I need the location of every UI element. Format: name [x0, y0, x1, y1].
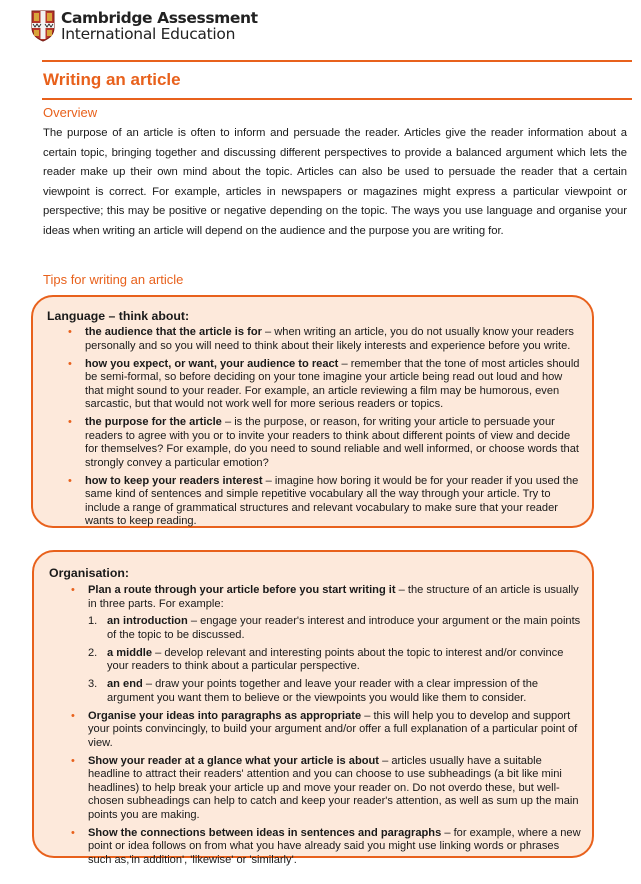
list-item — [68, 416, 582, 470]
item-text: – articles usually have a suitable headline to attract their readers' attention and you can choose to use subheadings (a bit like mini headlines) to help break your article up and move your reader on. Do not overdo these, but well-chosen subheadings can help to catch and keep your reader's attention, as well as sum up the main points you are making. — [88, 754, 579, 821]
item-text: – when writing an article, you do not usually know your readers personally and so you will need to think about their likely interests and experience before you write. — [85, 326, 574, 352]
item-title: the purpose for the article — [85, 416, 222, 428]
bullet-icon: • — [71, 584, 75, 596]
bullet-icon: • — [71, 754, 75, 767]
logo-line2: International Education — [61, 25, 236, 43]
list-item — [68, 326, 582, 353]
item-title: how you expect, or want, your audience to react — [85, 357, 339, 370]
bullet-icon: • — [71, 826, 75, 839]
list-item — [71, 826, 582, 868]
item-text: – remember that the tone of most articles should be semi-formal, so before deciding on your tone imagine your article being read out loud and how that might sound to your reader. For example, an article reviewing a film may be humorous, even sarcastic, but that would not work well for more serious readers or topics. — [85, 357, 580, 410]
list-item — [68, 357, 582, 412]
tips-heading: Tips for writing an article — [43, 272, 184, 287]
overview-paragraph: The purpose of an article is often to inform and persuade the reader. Articles give the reader information about a certain topic, bringing together and discussing different perspectives to provide a balanced argument which lets the reader make up their own mind about the topic. Articles can also be used to persuade the reader that a certain viewpoint is correct. For example, articles in newspapers or magazines might express a particular viewpoint or perspective; this may be positive or negative depending on the topic. The ways you use language and organise your ideas when writing an article will depend on the audience and the purpose you are writing for. — [43, 127, 627, 237]
bullet-icon: • — [68, 416, 72, 428]
cambridge-logo — [31, 10, 258, 42]
organisation-list — [71, 584, 582, 872]
bullet-icon: • — [68, 326, 72, 338]
item-title: an introduction — [107, 615, 188, 627]
title-bottom-rule — [42, 98, 632, 100]
logo-wordmark — [61, 10, 258, 42]
item-text: – imagine how boring it would be for your reader if you used the same kind of sentences and simple repetitive vocabulary all the way through your article. Try to include a range of grammatical structures and relevant vocabulary to make sure that your reader wants to keep reading. — [85, 474, 579, 527]
list-item — [71, 709, 582, 751]
item-number: 2. — [88, 646, 98, 659]
item-title: the audience that the article is for — [85, 326, 262, 338]
item-text: – the structure of an article is usually in three parts. For example: — [88, 584, 579, 610]
list-item — [71, 754, 582, 823]
organisation-heading: Organisation: — [49, 566, 129, 580]
item-text: – this will help you to develop and support your points convincingly, to build your argument and/or offer a full explanation of a particular point of view. — [88, 709, 578, 749]
list-item — [71, 584, 582, 705]
language-heading: Language – think about: — [47, 309, 190, 323]
list-item — [68, 474, 582, 529]
bullet-icon: • — [68, 474, 72, 487]
item-number: 1. — [88, 615, 98, 627]
item-text: – draw your points together and leave your reader with a clear impression of the argument you want them to believe or the viewpoints you would like them to consider. — [107, 678, 539, 704]
cambridge-shield-icon — [31, 10, 55, 42]
title-top-rule — [42, 60, 632, 62]
item-title: Organise your ideas into paragraphs as appropriate — [88, 709, 362, 722]
page-title: Writing an article — [43, 70, 181, 89]
item-title: an end — [107, 678, 143, 690]
item-title: Show your reader at a glance what your article is about — [88, 754, 379, 767]
item-title: a middle — [107, 646, 153, 659]
item-title: Plan a route through your article before you start writing it — [88, 584, 396, 596]
item-text: – engage your reader's interest and introduce your argument or the main points of the topic to be discussed. — [107, 615, 581, 641]
bullet-icon: • — [71, 709, 75, 722]
item-text: – is the purpose, or reason, for writing your article to persuade your readers to agree with you or to invite your readers to think about different points of view and decide for themselves? For example, do you need to sound reliable and well informed, or choose words that strongly convey a particular emotion? — [85, 416, 579, 469]
item-number: 3. — [88, 678, 98, 690]
logo-line1: Cambridge Assessment — [61, 9, 258, 27]
bullet-icon: • — [68, 357, 72, 370]
numbered-item — [88, 678, 582, 705]
numbered-item — [88, 647, 582, 674]
numbered-item — [88, 615, 582, 642]
language-list — [68, 326, 582, 533]
overview-heading: Overview — [43, 105, 98, 120]
item-title: how to keep your readers interest — [85, 474, 263, 487]
item-text: – for example, where a new point or idea follows on from what you have already said you might use linking words or phrases such as,'in addition', 'likewise' or 'similarly'. — [88, 826, 581, 866]
numbered-sublist — [88, 615, 582, 705]
item-text: – develop relevant and interesting points about the topic to interest and/or convince your readers to think about a particular perspective. — [107, 646, 564, 672]
item-title: Show the connections between ideas in sentences and paragraphs — [88, 826, 442, 839]
